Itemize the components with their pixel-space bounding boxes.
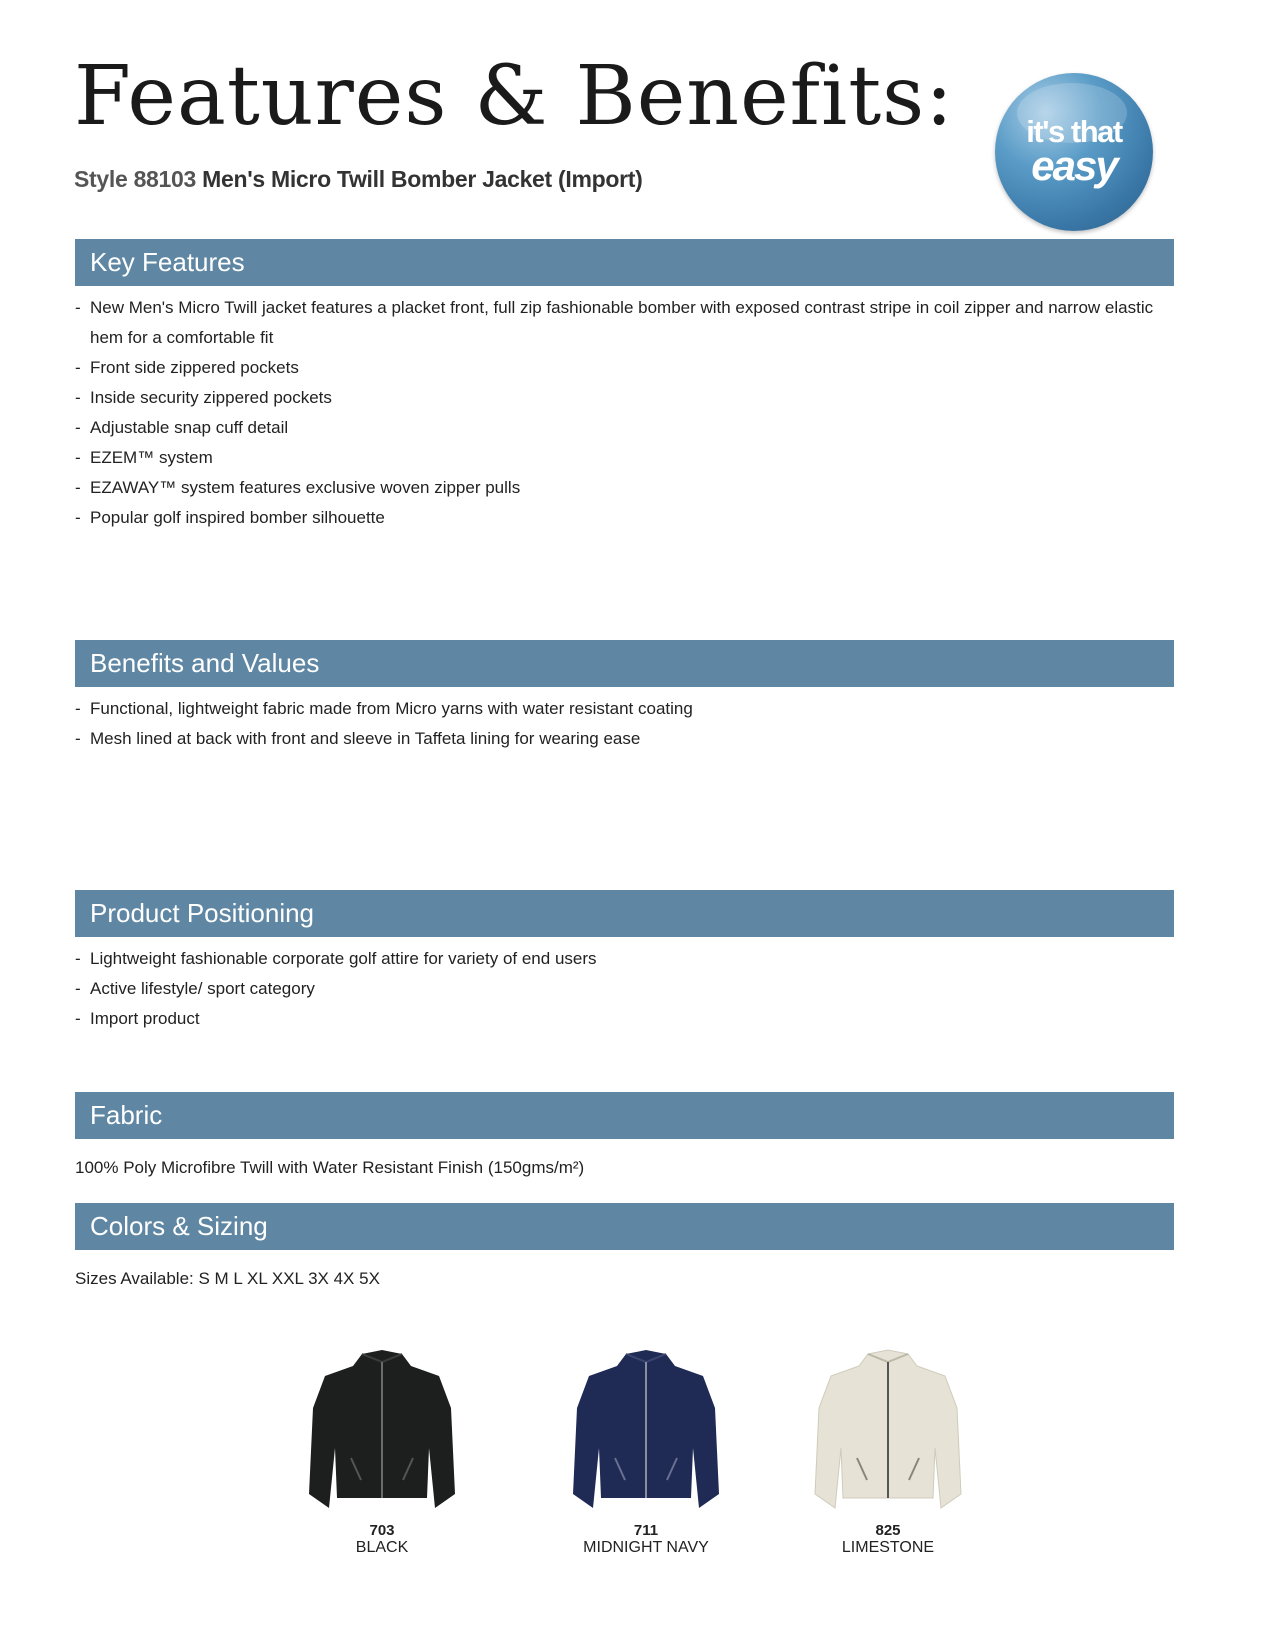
color-swatch-black — [302, 1348, 462, 1557]
positioning-heading: Product Positioning — [75, 890, 1174, 937]
jacket-image-black — [307, 1348, 457, 1518]
list-item: - Import product — [75, 1009, 200, 1028]
logo-text — [995, 114, 1153, 190]
product-subtitle — [74, 166, 642, 193]
list-item: - EZEM™ system — [75, 448, 213, 467]
fabric-heading: Fabric — [75, 1092, 1174, 1139]
color-name: MIDNIGHT NAVY — [583, 1539, 709, 1556]
list-item: - Adjustable snap cuff detail — [75, 418, 289, 437]
key-features-list — [75, 293, 1165, 533]
page-title: Features & Benefits: — [74, 49, 954, 144]
benefits-heading: Benefits and Values — [75, 640, 1174, 687]
jacket-image-midnight-navy — [571, 1348, 721, 1518]
key-features-heading: Key Features — [75, 239, 1174, 286]
list-item: - EZAWAY™ system features exclusive woven zipper pulls — [75, 478, 521, 497]
benefits-list — [75, 694, 1165, 754]
list-item: - Lightweight fashionable corporate golf attire for variety of end users — [75, 949, 597, 968]
color-code: 703 — [369, 1522, 395, 1539]
style-code: Style 88103 — [74, 166, 197, 192]
color-name: BLACK — [355, 1539, 409, 1556]
product-name: Men's Micro Twill Bomber Jacket (Import) — [202, 166, 643, 192]
color-swatch-limestone — [808, 1348, 968, 1557]
positioning-list — [75, 944, 1165, 1034]
color-code: 711 — [633, 1522, 659, 1539]
jacket-image-limestone — [813, 1348, 963, 1518]
list-item: - Mesh lined at back with front and sleeve in Taffeta lining for wearing ease — [75, 729, 641, 748]
list-item: - Front side zippered pockets — [75, 358, 299, 377]
sizes-available: Sizes Available: S M L XL XXL 3X 4X 5X — [75, 1269, 380, 1288]
its-that-easy-logo — [995, 73, 1153, 231]
list-item: - New Men's Micro Twill jacket features a placket front, full zip fashionable bomber with exposed contrast stripe in coil zipper and narrow elastic hem for a comfortable fit — [75, 298, 1154, 347]
list-item: - Inside security zippered pockets — [75, 388, 332, 407]
color-swatch-midnight-navy — [566, 1348, 726, 1557]
fabric-description: 100% Poly Microfibre Twill with Water Resistant Finish (150gms/m²) — [75, 1158, 585, 1177]
color-name: LIMESTONE — [841, 1539, 935, 1556]
logo-line-1: it's that — [1026, 114, 1122, 149]
logo-line-2: easy — [1031, 142, 1117, 190]
color-code: 825 — [875, 1522, 901, 1539]
colors-sizing-heading: Colors & Sizing — [75, 1203, 1174, 1250]
list-item: - Functional, lightweight fabric made from Micro yarns with water resistant coating — [75, 699, 693, 718]
list-item: - Popular golf inspired bomber silhouette — [75, 508, 385, 527]
list-item: - Active lifestyle/ sport category — [75, 979, 315, 998]
